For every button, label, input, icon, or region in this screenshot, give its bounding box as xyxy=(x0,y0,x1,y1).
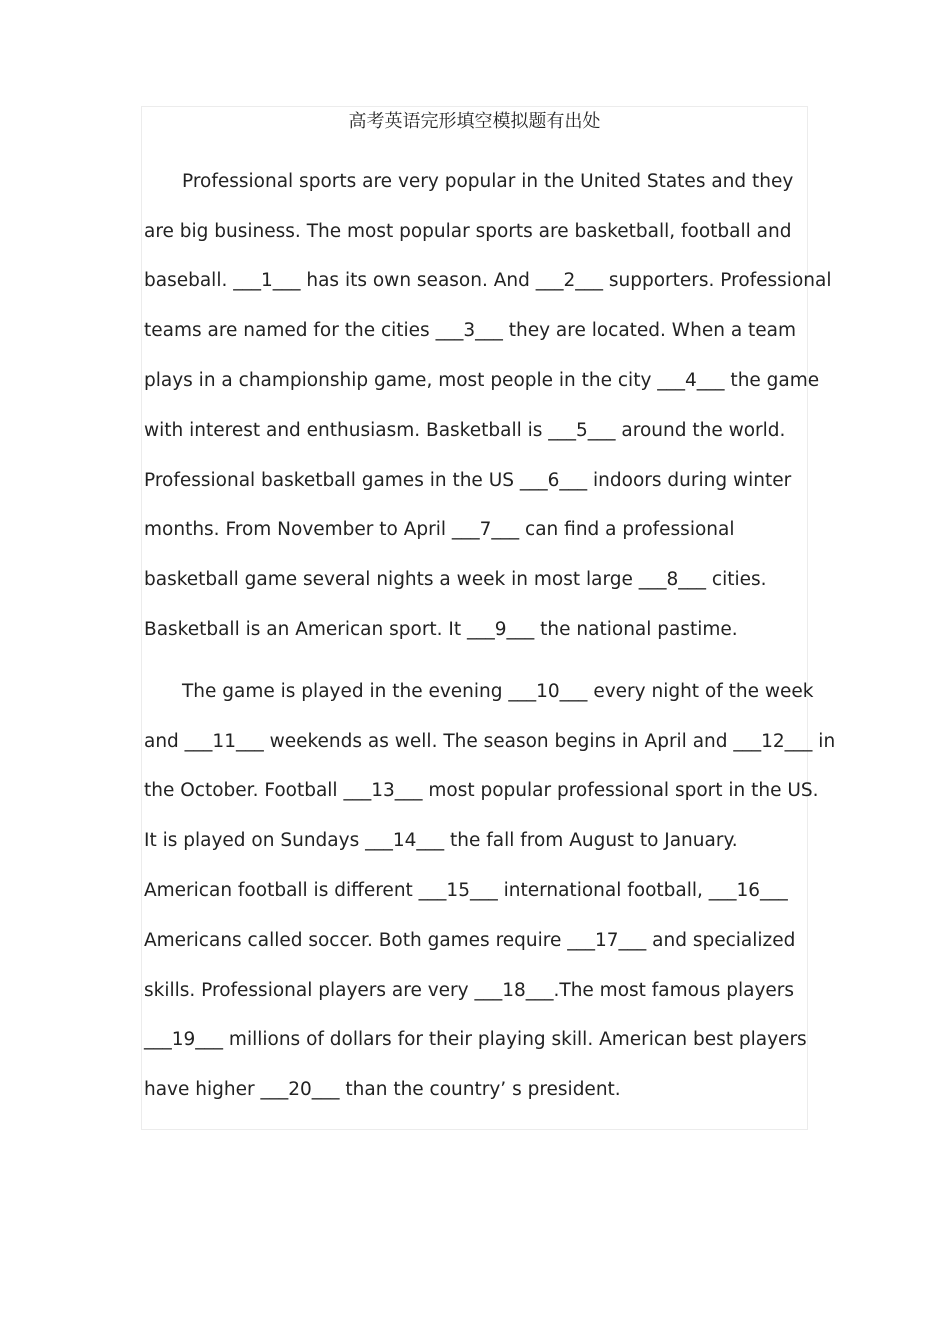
paragraph2-line: and ___11___ weekends as well. The season begins in April and ___12___ in xyxy=(144,731,836,752)
paragraph1-line: baseball. ___1___ has its own season. And ___2___ supporters. Professional xyxy=(144,270,832,291)
paragraph2-line: have higher ___20___ than the country’ s president. xyxy=(144,1079,621,1100)
paragraph2-line: skills. Professional players are very ___18___.The most famous players xyxy=(144,980,795,1001)
paragraph2-line: It is played on Sundays ___14___ the fall from August to January. xyxy=(144,830,738,851)
paragraph2-line: Americans called soccer. Both games require ___17___ and specialized xyxy=(144,930,796,951)
paragraph1-line: teams are named for the cities ___3___ they are located. When a team xyxy=(144,320,797,341)
paragraph1-line: basketball game several nights a week in most large ___8___ cities. xyxy=(144,569,767,590)
document-title: 高考英语完形填空模拟题有出处 xyxy=(348,111,601,132)
paragraph2-line: ___19___ millions of dollars for their playing skill. American best players xyxy=(144,1029,807,1050)
paragraph1-line: with interest and enthusiasm. Basketball is ___5___ around the world. xyxy=(144,420,786,441)
paragraph2-line: the October. Football ___13___ most popular professional sport in the US. xyxy=(144,780,819,801)
paragraph1-line: months. From November to April ___7___ can find a professional xyxy=(144,519,735,540)
paragraph2-line: American football is different ___15___ international football, ___16___ xyxy=(144,880,788,901)
paragraph1-line: Basketball is an American sport. It ___9___ the national pastime. xyxy=(144,619,738,640)
paragraph1-line: Professional basketball games in the US ___6___ indoors during winter xyxy=(144,470,792,491)
paragraph2-line: The game is played in the evening ___10___ every night of the week xyxy=(182,681,814,702)
paragraph1-line: plays in a championship game, most people in the city ___4___ the game xyxy=(144,370,820,391)
paragraph1-line: Professional sports are very popular in the United States and they xyxy=(182,171,794,192)
paragraph1-line: are big business. The most popular sports are basketball, football and xyxy=(144,221,792,242)
